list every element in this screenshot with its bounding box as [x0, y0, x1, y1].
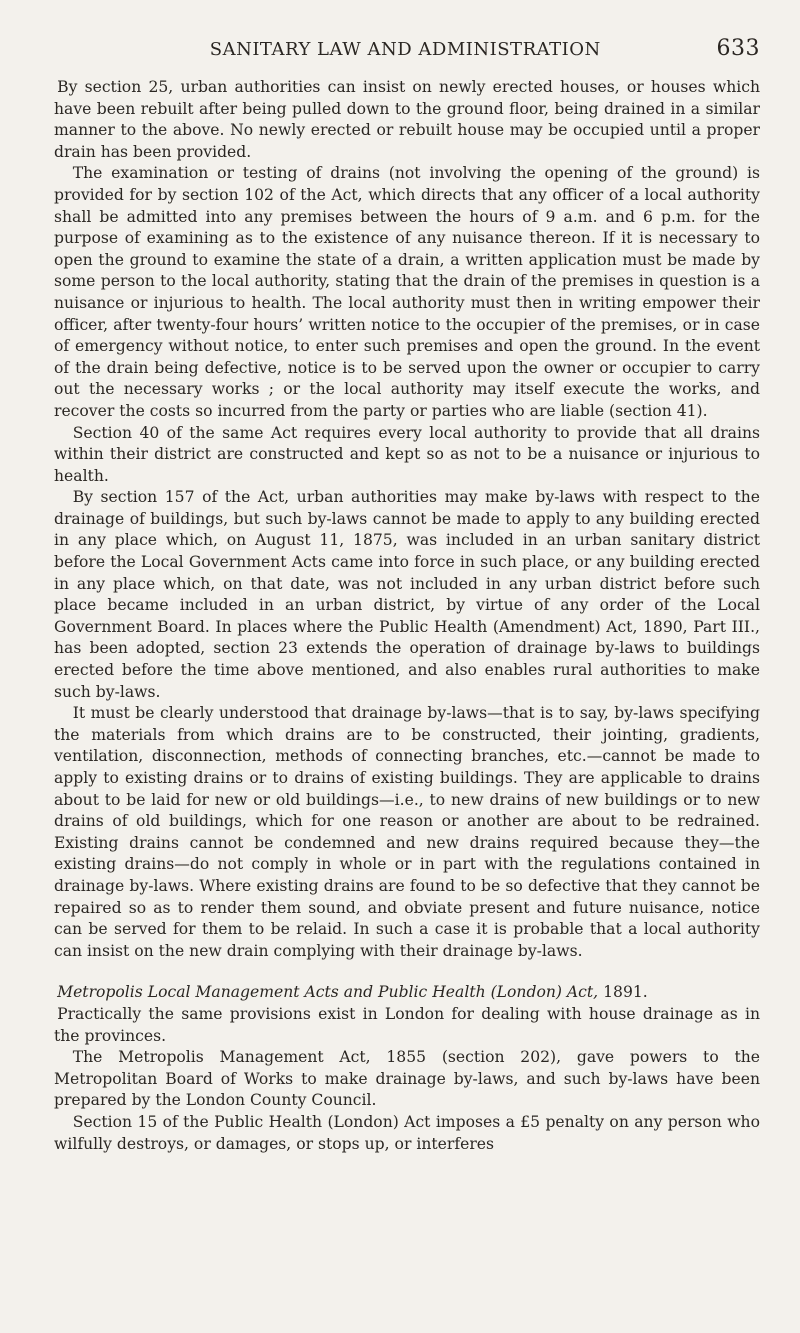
- paragraph: Section 40 of the same Act requires every local authority to provide that all drains within their district are constructed and kept so as not to be a nuisance or injurious to health.: [54, 423, 760, 485]
- paragraph: It must be clearly understood that drainage by-laws—that is to say, by-laws specifying the materials from which drains are to be constructed, their jointing, gradients, ventilation, disconnection, methods of connecting branches, etc.—cannot be made to apply to existing drains or to drains of existing buildings. They are applicable to drains about to be laid for new or old buildings—i.e., to new drains of new buildings or to new drains of old buildings, which for one reason or another are about to be redrained. Existing drains cannot be condemned and new drains required because they—the existing drains—do not comply in whole or in part with the regulations contained in drainage by-laws. Where existing drains are found to be so defective that they cannot be repaired so as to render them sound, and obviate present and future nuisance, notice can be served for them to be relaid. In such a case it is probable that a local authority can insist on the new drain complying with their drainage by-laws.: [54, 704, 760, 960]
- running-title: SANITARY LAW AND ADMINISTRATION: [209, 39, 601, 60]
- paragraph: Section 15 of the Public Health (London) Act imposes a £5 penalty on any person who wilfully destroys, or damages, or stops up, or interferes: [54, 1112, 760, 1153]
- body-text: [54, 77, 760, 1155]
- paragraph: By section 25, urban authorities can insist on newly erected houses, or houses which have been rebuilt after being pulled down to the ground floor, being drained in a similar manner to the above. No newly erected or rebuilt house may be occupied until a proper drain has been provided.: [54, 78, 760, 161]
- running-header: [54, 36, 760, 61]
- paragraph: The examination or testing of drains (not involving the opening of the ground) is provided for by section 102 of the Act, which directs that any officer of a local authority shall be admitted into any premises between the hours of 9 a.m. and 6 p.m. for the purpose of examining as to the existence of any nuisance thereon. If it is necessary to open the ground to examine the state of a drain, a written application must be made by some person to the local authority, stating that the drain of the premises in question is a nuisance or injurious to health. The local authority must then in writing empower their officer, after twenty-four hours’ written notice to the occupier of the premises, or in case of emergency without notice, to enter such premises and open the ground. In the event of the drain being defective, notice is to be served upon the owner or occupier to carry out the necessary works ; or the local authority may itself execute the works, and recover the costs so incurred from the party or parties who are liable (section 41).: [54, 164, 760, 420]
- section-heading: [54, 982, 760, 1004]
- section-heading-year: 1891.: [603, 983, 648, 1002]
- paragraph: By section 157 of the Act, urban authorities may make by-laws with respect to the drainage of buildings, but such by-laws cannot be made to apply to any building erected in any place which, on August 11, 1875, was included in an urban sanitary district before the Local Government Acts came into force in such place, or any building erected in any place which, on that date, was not included in any urban district before such place became included in an urban district, by virtue of any order of the Local Government Board. In places where the Public Health (Amendment) Act, 1890, Part III., has been adopted, section 23 extends the operation of drainage by-laws to buildings erected before the time above mentioned, and also enables rural authorities to make such by-laws.: [54, 488, 760, 701]
- paragraph: The Metropolis Management Act, 1855 (section 202), gave powers to the Metropolitan Board of Works to make drainage by-laws, and such by-laws have been prepared by the London County Council.: [54, 1048, 760, 1110]
- page-number: 633: [716, 36, 760, 61]
- section-heading-title: Metropolis Local Management Acts and Public Health (London) Act,: [57, 983, 599, 1002]
- paragraph: Practically the same provisions exist in London for dealing with house drainage as in the provinces.: [54, 1004, 760, 1045]
